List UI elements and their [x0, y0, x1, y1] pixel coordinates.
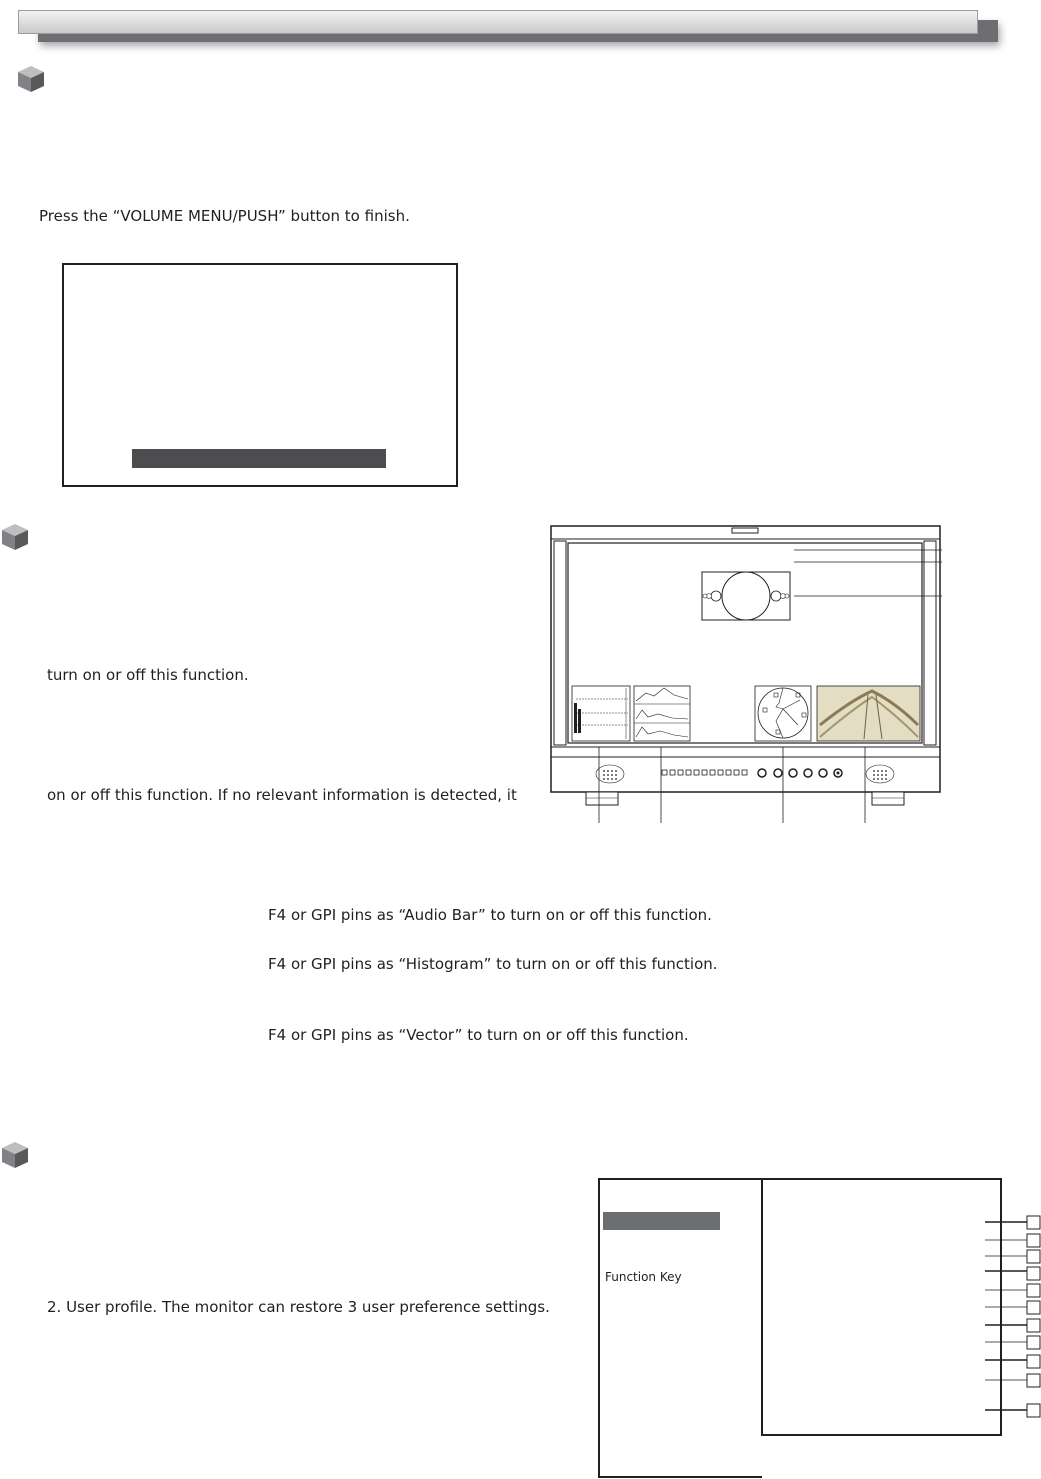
function-key-connectors: [985, 1212, 1041, 1422]
function-key-options-panel: [761, 1178, 1002, 1436]
text-no-info: on or off this function. If no relevant information is detected, it: [47, 786, 517, 804]
section-cube-icon: [0, 1140, 30, 1170]
text-turn-on-off: turn on or off this function.: [47, 666, 249, 684]
menu-selected-row: [132, 449, 386, 468]
text-histogram: F4 or GPI pins as “Histogram” to turn on or off this function.: [268, 955, 718, 973]
text-vector: F4 or GPI pins as “Vector” to turn on or off this function.: [268, 1026, 689, 1044]
text-audio-bar: F4 or GPI pins as “Audio Bar” to turn on or off this function.: [268, 906, 712, 924]
section-cube-icon: [16, 64, 46, 94]
function-key-label: Function Key: [605, 1270, 682, 1284]
header-bar: [18, 10, 978, 34]
function-key-selected-row: [603, 1212, 720, 1230]
section-cube-icon: [0, 522, 30, 552]
monitor-illustration: [550, 525, 942, 825]
finish-instruction: Press the “VOLUME MENU/PUSH” button to finish.: [39, 207, 410, 225]
text-user-profile: 2. User profile. The monitor can restore 3 user preference settings.: [47, 1298, 550, 1316]
